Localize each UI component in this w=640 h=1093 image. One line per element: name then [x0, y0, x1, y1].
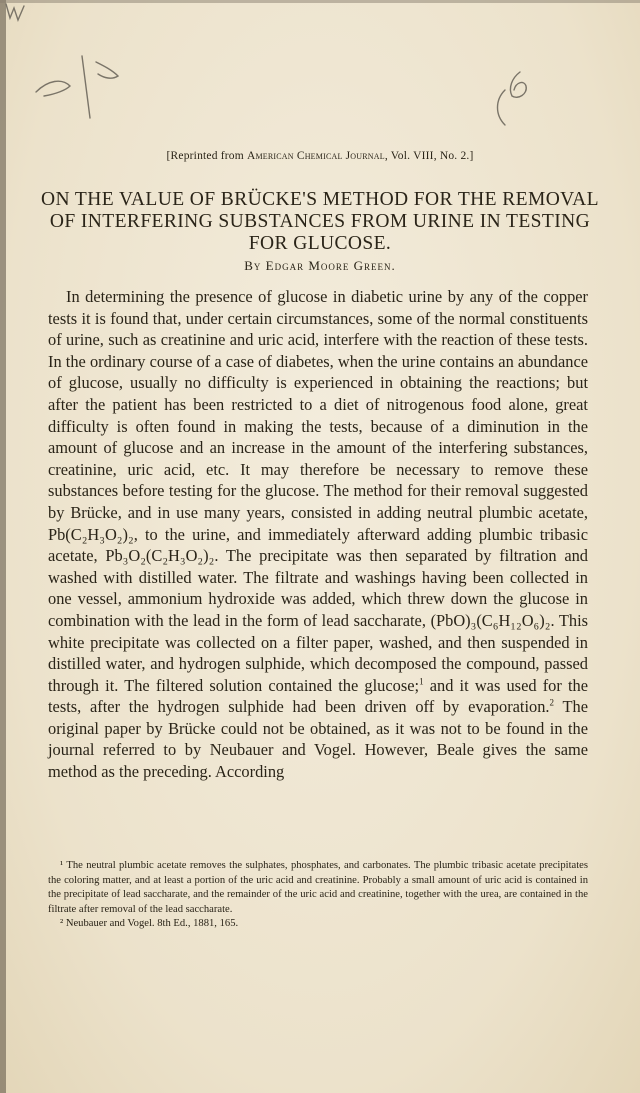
pencil-mark-eight	[510, 72, 526, 97]
pencil-mark-stroke	[82, 56, 90, 118]
article-title: ON THE VALUE OF BRÜCKE'S METHOD FOR THE REMOVAL OF INTERFERING SUBSTANCES FROM URINE IN TESTING FOR GLUCOSE.	[41, 189, 599, 254]
footnote-2: ² Neubauer and Vogel. 8th Ed., 1881, 165.	[60, 918, 239, 930]
footnote-1: ¹ The neutral plumbic acetate removes the sulphates, phosphates, and carbonates. The plumbic tribasic acetate precipitates the coloring matter, and at least a portion of the uric acid and creatinine. Probably a small amount of uric acid is contained in the precipitate of lead saccharate, and the remainder of the uric acid and creatinine, together with the urea, are contained in the filtrate after removal of the lead saccharate.	[48, 860, 588, 915]
formula-lead-saccharate: (PbO)₃(C₆H₁₂O₆)₂	[430, 610, 551, 630]
journal-name: American Chemical Journal	[246, 150, 385, 162]
footnotes	[48, 859, 588, 932]
formula-tribasic-acetate: Pb₃O₂(C₂H₃O₂)₂	[105, 546, 215, 566]
author-byline: By Edgar Moore Green.	[244, 258, 396, 273]
article-body: In determining the presence of glucose in diabetic urine by any of the copper tests it is found that, under certain circumstances, some of the normal constituents of urine, such as creatinine and uric acid, interfere with the reaction of these tests. In the ordinary course of a case of diabetes, when the urine contains an abundance of glucose, usually no difficulty is experienced in obtaining the reactions; but after the patient has been restricted to a diet of nitrogenous food alone, great difficulty is often found in making the tests, because of a diminution in the amount of glucose and an increase in the amount of the interfering substances, creatinine, uric acid, etc. It may therefore be necessary to remove these substances before testing for the glucose. The method for their removal suggested by Brücke, and in use many years, consisted in adding neutral plumbic acetate, Pb(C₂H₃O₂)₂, to the urine, and immediately afterward adding plumbic tribasic acetate, Pb₃O₂(C₂H₃O₂)₂. The precipitate was then separated by filtration and washed with distilled water. The filtrate and washings having been collected in one vessel, ammonium hydroxide was added, which threw down the glucose in combination with the lead in the form of lead saccharate, (PbO)₃(C₆H₁₂O₆)₂. This white precipitate was collected on a filter paper, washed, and then suspended in distilled water, and hydrogen sulphide, which decomposed the compound, passed through it. The filtered solution contained the glucose;$^1$ and it was used for the tests, after the hydrogen sulphide had been driven off by evaporation.$^2$ The original paper by Brücke could not be obtained, as it was not to be found in the journal referred to by Neubauer and Vogel. However, Beale gives the same method as the preceding. According	[48, 287, 589, 782]
pencil-mark-loop	[96, 62, 118, 78]
pencil-mark-corner	[6, 4, 24, 20]
pencil-mark-scrawl	[36, 81, 70, 96]
footnote-ref-1: 1	[419, 676, 424, 687]
reprint-notice: [Reprinted from American Chemical Journal, Vol. VIII, No. 2.]	[166, 150, 474, 162]
page-binding-edge	[0, 0, 6, 1093]
footnote-ref-2: 2	[549, 697, 555, 708]
pencil-mark-paren	[498, 90, 506, 125]
pencil-annotations	[0, 0, 640, 150]
formula-neutral-acetate: Pb(C₂H₃O₂)₂	[48, 524, 134, 544]
